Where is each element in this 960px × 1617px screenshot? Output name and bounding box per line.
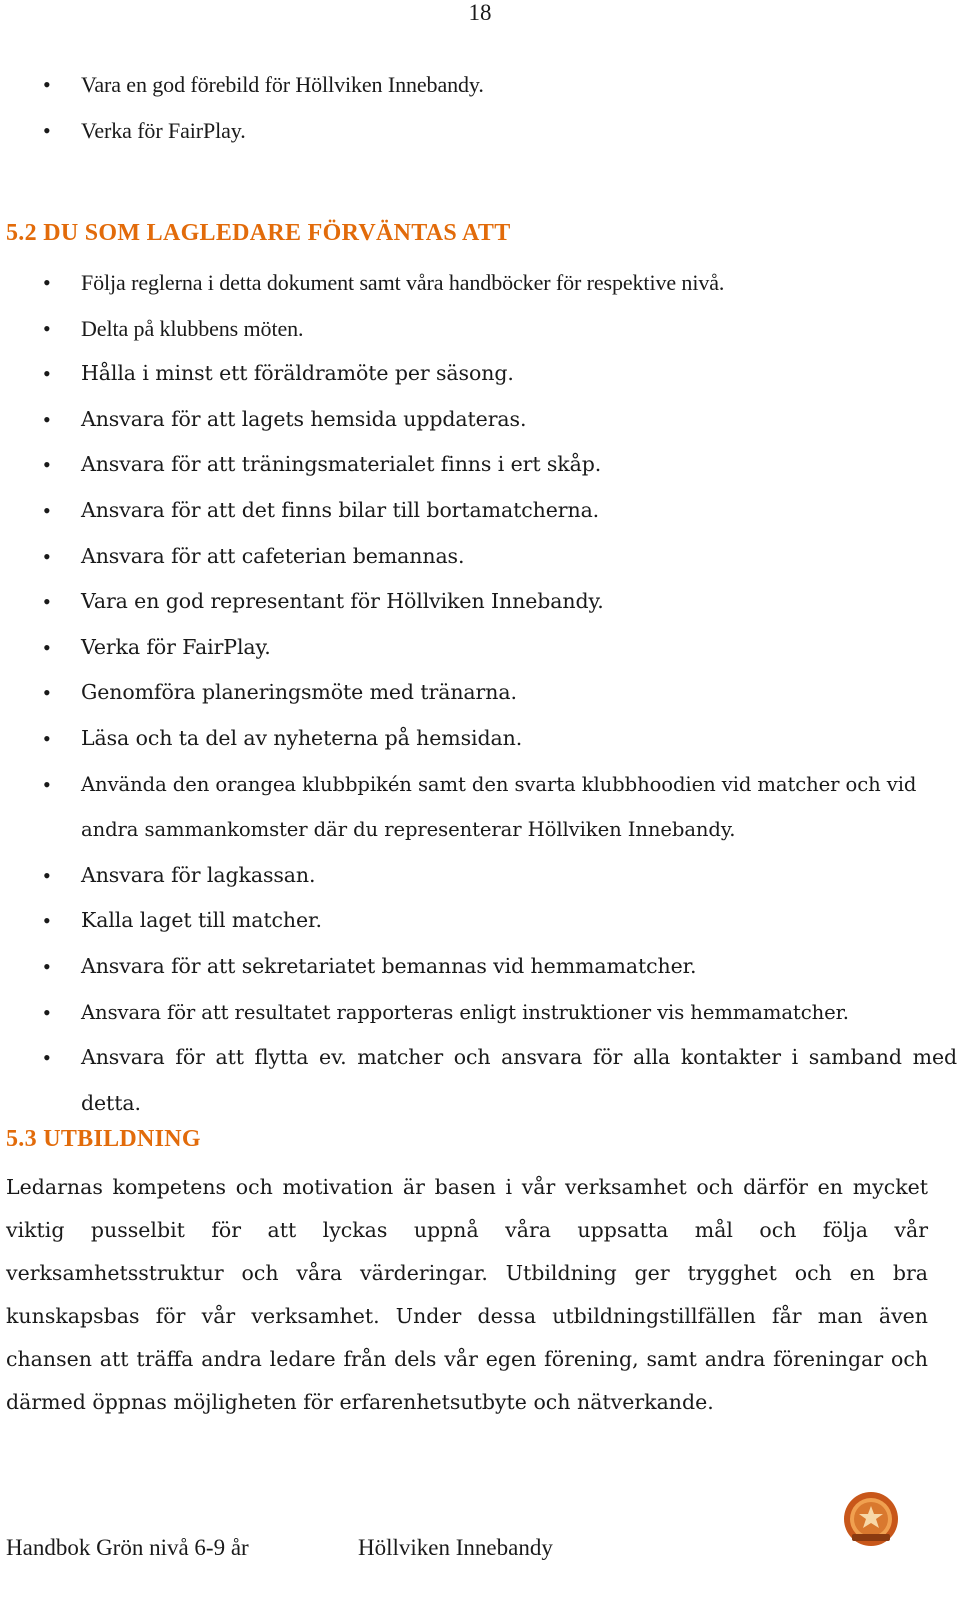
bullet-icon: • (43, 999, 51, 1025)
bullet-icon: • (43, 315, 51, 341)
bullet-icon: • (43, 953, 51, 979)
bullet-icon: • (43, 452, 51, 478)
list-item: • Ansvara för att lagets hemsida uppdateras. (0, 397, 957, 443)
bullet-icon: • (43, 270, 51, 295)
section-5-2-heading: 5.2 DU SOM LAGLEDARE FÖRVÄNTAS ATT (6, 220, 511, 246)
list-item: • Ansvara för att träningsmaterialet finns i ert skåp. (0, 442, 957, 488)
bullet-icon: • (43, 543, 51, 569)
bullet-icon: • (43, 361, 51, 387)
club-crest-icon (842, 1490, 900, 1548)
list-item: • Ansvara för att resultatet rapporteras enligt instruktioner vis hemmamatcher. (0, 990, 957, 1036)
top-bullet-list (0, 62, 957, 153)
section-5-2-list (0, 260, 957, 1126)
bullet-icon: • (43, 497, 51, 523)
bullet-icon: • (43, 634, 51, 660)
bullet-icon: • (43, 117, 51, 143)
bullet-icon: • (43, 725, 51, 751)
list-item: • Verka för FairPlay. (0, 625, 957, 671)
bullet-icon: • (43, 680, 51, 706)
list-item: • Delta på klubbens möten. (0, 306, 957, 352)
list-item: • Läsa och ta del av nyheterna på hemsidan. (0, 716, 957, 762)
bullet-icon: • (43, 862, 51, 888)
footer-club-name: Höllviken Innebandy (358, 1535, 553, 1560)
page-number: 18 (468, 0, 492, 25)
list-item: • Vara en god representant för Höllviken Innebandy. (0, 579, 957, 625)
list-item: • Använda den orangea klubbpikén samt den svarta klubbhoodien vid matcher och vid andra sammankomster där du representerar Höllviken Innebandy. (0, 762, 957, 853)
bullet-icon: • (43, 72, 51, 97)
list-item: • Ansvara för att cafeterian bemannas. (0, 534, 957, 580)
bullet-icon: • (43, 406, 51, 432)
section-5-3-heading: 5.3 UTBILDNING (6, 1126, 201, 1152)
list-item: • Verka för FairPlay. (0, 108, 957, 154)
bullet-icon: • (43, 771, 51, 797)
bullet-icon: • (43, 589, 51, 615)
list-item: • Kalla laget till matcher. (0, 898, 957, 944)
list-item: • Vara en god förebild för Höllviken Innebandy. (0, 62, 957, 108)
list-item: • Ansvara för att flytta ev. matcher och ansvara för alla kontakter i samband med detta. (0, 1035, 957, 1126)
list-item: • Ansvara för att sekretariatet bemannas vid hemmamatcher. (0, 944, 957, 990)
bullet-icon: • (43, 908, 51, 934)
list-item: • Ansvara för lagkassan. (0, 853, 957, 899)
footer-document-title: Handbok Grön nivå 6-9 år (6, 1535, 249, 1560)
list-item: • Genomföra planeringsmöte med tränarna. (0, 670, 957, 716)
bullet-icon: • (43, 1045, 51, 1071)
section-5-3-paragraph: Ledarnas kompetens och motivation är basen i vår verksamhet och därför en mycket viktig pusselbit för att lyckas uppnå våra uppsatta mål och följa vår verksamhetsstruktur och våra värderingar. Utbildning ger trygghet och en bra kunskapsbas för vår verksamhet. Under dessa utbildningstillfällen får man även chansen att träffa andra ledare från dels vår egen förening, samt andra föreningar och därmed öppnas möjligheten för erfarenhetsutbyte och nätverkande. (6, 1175, 928, 1414)
list-item: • Hålla i minst ett föräldramöte per säsong. (0, 351, 957, 397)
list-item: • Följa reglerna i detta dokument samt våra handböcker för respektive nivå. (0, 260, 957, 306)
list-item: • Ansvara för att det finns bilar till bortamatcherna. (0, 488, 957, 534)
